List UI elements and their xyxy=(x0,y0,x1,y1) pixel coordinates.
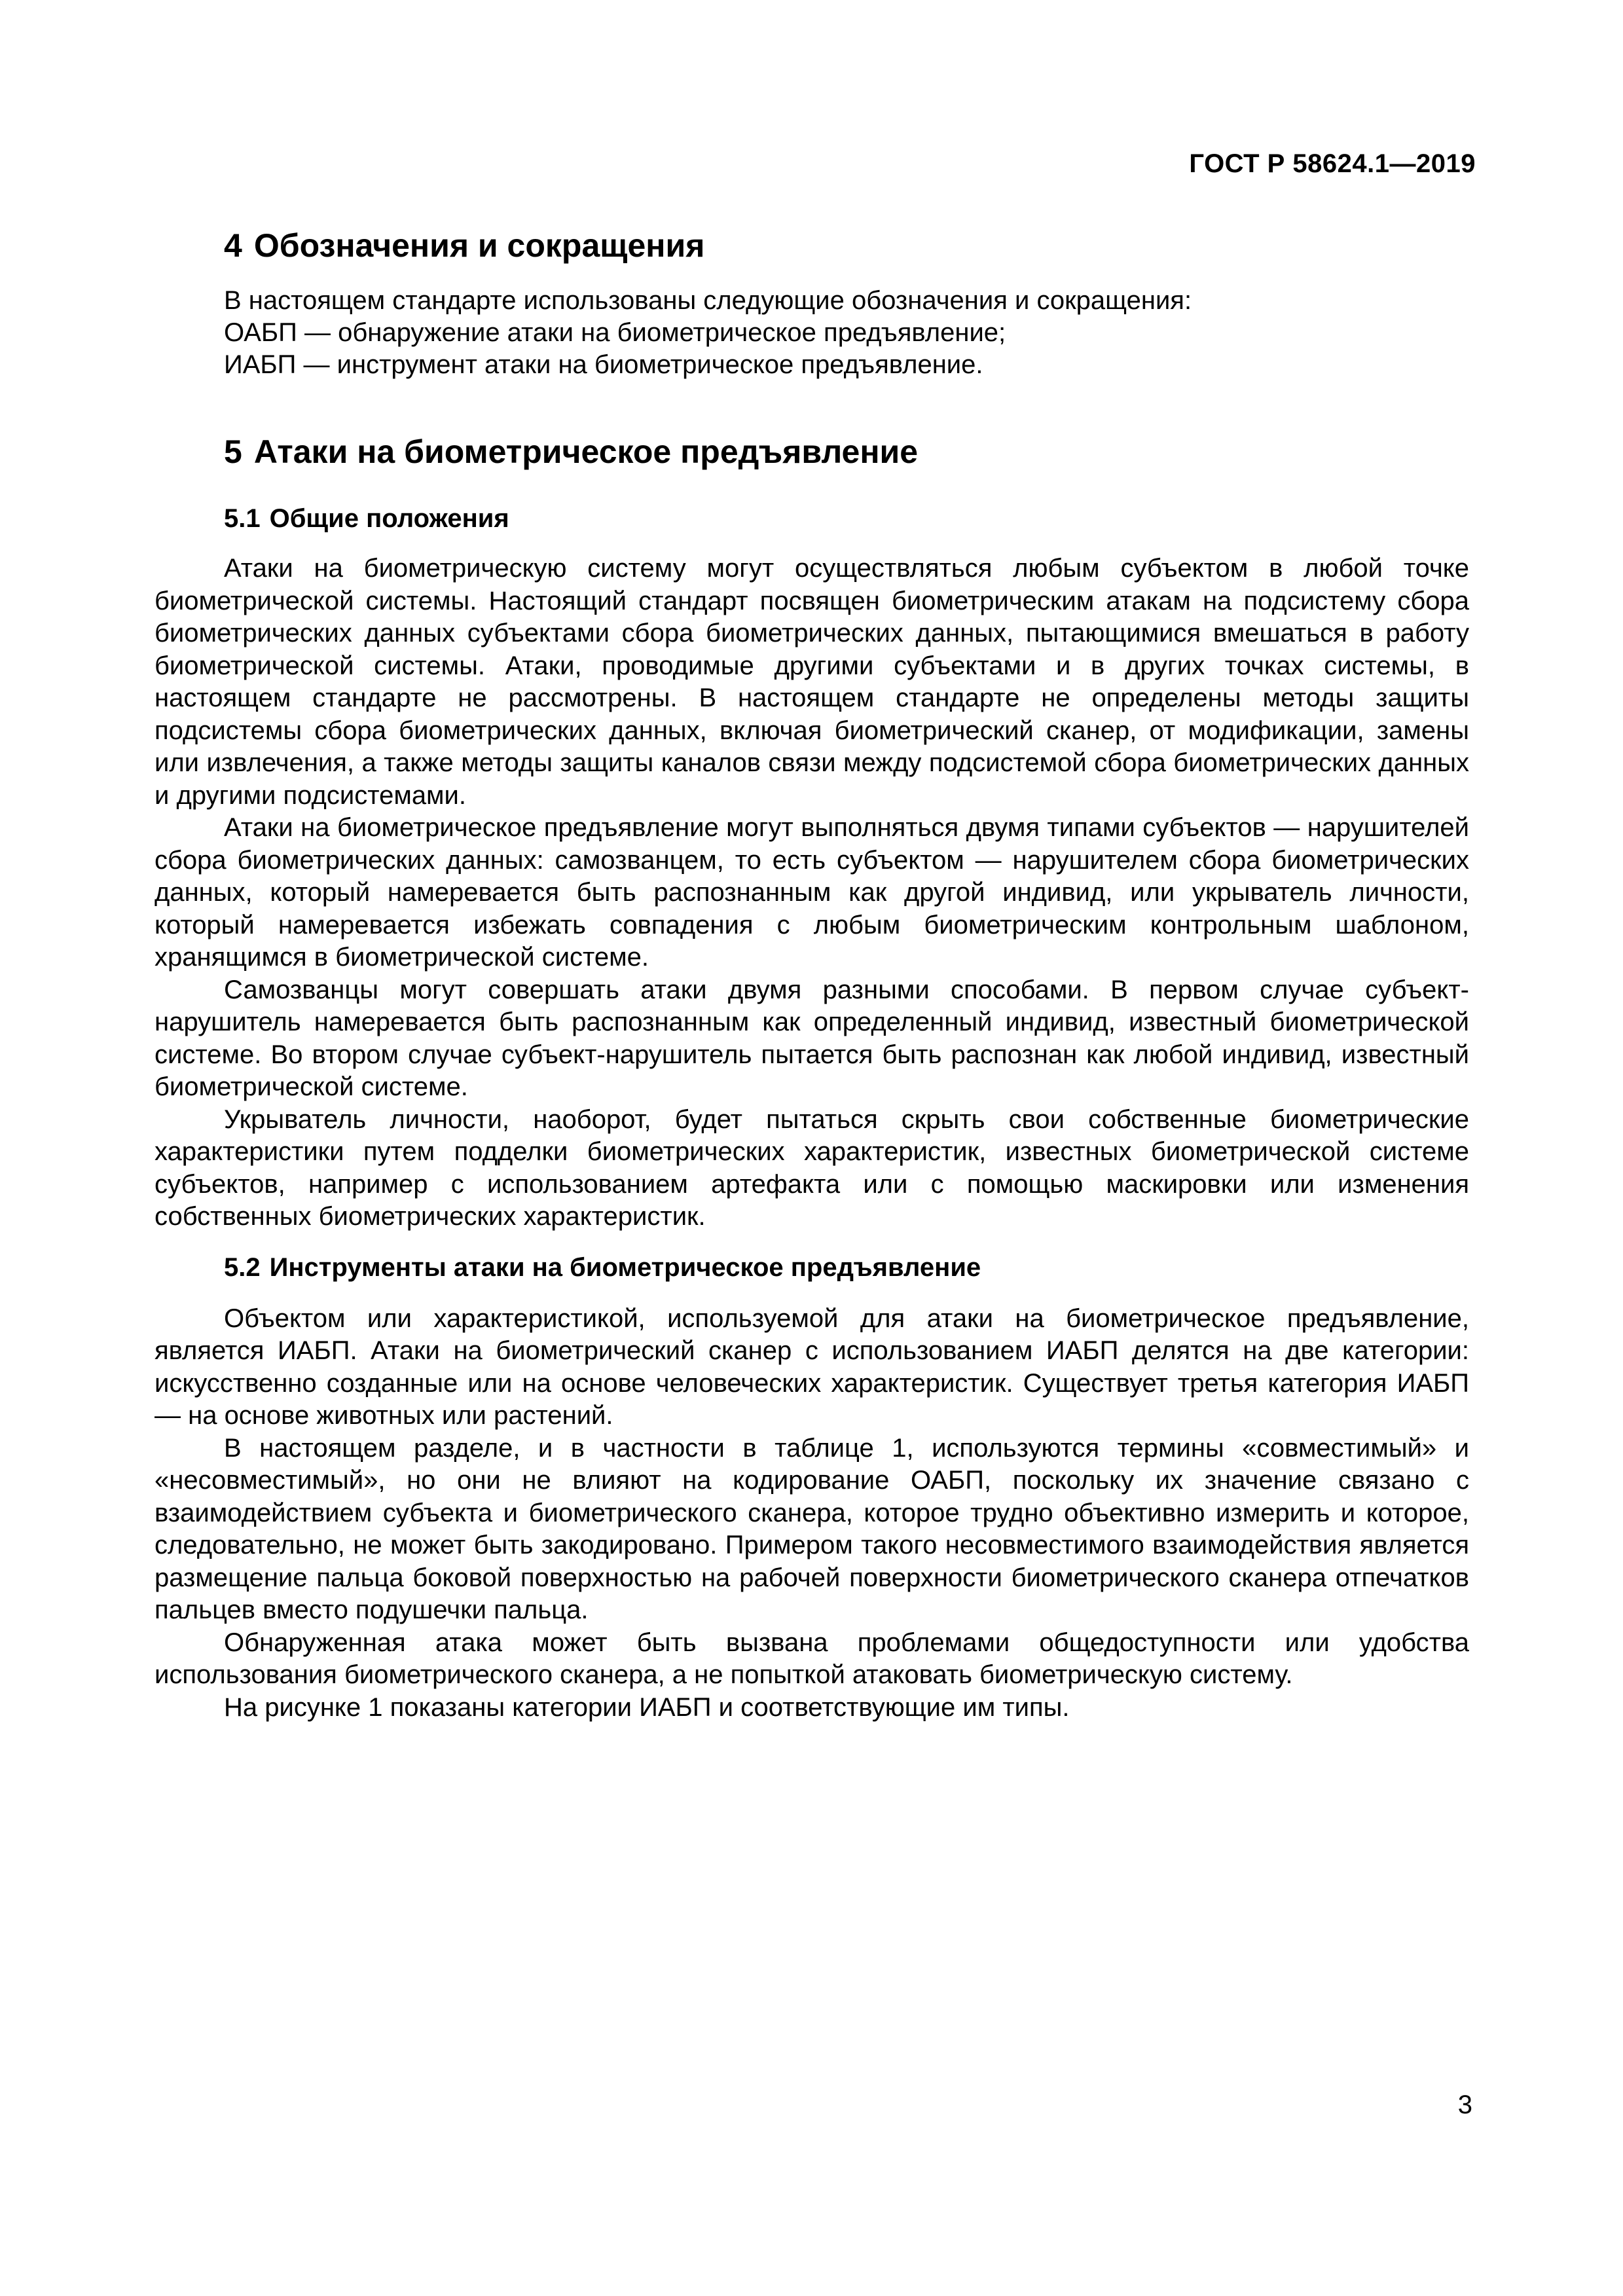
page-number: 3 xyxy=(1457,2090,1472,2119)
section-4-number: 4 xyxy=(224,227,242,264)
abbreviation-item: ОАБП — обнаружение атаки на биометрическое предъявление; xyxy=(224,318,1006,347)
paragraph: Обнаруженная атака может быть вызвана проблемами общедоступности или удобства использования биометрического сканера, а не попыткой атаковать биометрическую систему. xyxy=(155,1628,1469,1689)
section-4-body xyxy=(155,285,1469,381)
subsection-5-2-body xyxy=(155,1303,1469,1724)
subsection-5-1-body xyxy=(155,553,1469,1233)
section-4-intro: В настоящем стандарте использованы следующие обозначения и сокращения: xyxy=(224,286,1192,315)
paragraph: Объектом или характеристикой, используемой для атаки на биометрическое предъявление, является ИАБП. Атаки на биометрический сканер с использованием ИАБП делятся на две категории: искусственно созданные или на основе человеческих характеристик. Существует третья категория ИАБП — на основе животных или растений. xyxy=(155,1303,1469,1430)
section-5-title: Атаки на биометрическое предъявление xyxy=(253,433,919,470)
paragraph: Атаки на биометрическую систему могут осуществляться любым субъектом в любой точке биометрической системы. Настоящий стандарт посвящен биометрическим атакам на подсистему сбора биометрических данных субъектами сбора биометрических данных, пытающимися вмешаться в работу биометрической системы. Атаки, проводимые другими субъектами и в других точках системы, в настоящем стандарте не рассмотрены. В настоящем стандарте не определены методы защиты подсистемы сбора биометрических данных, включая биометрический сканер, от модификации, замены или извлечения, а также методы защиты каналов связи между подсистемой сбора биометрических данных и другими подсистемами. xyxy=(155,554,1469,810)
subsection-5-1-title: Общие положения xyxy=(269,504,509,533)
section-5-number: 5 xyxy=(224,433,242,470)
paragraph: В настоящем разделе, и в частности в таблице 1, используются термины «совместимый» и «несовместимый», но они не влияют на кодирование ОАБП, поскольку их значение связано с взаимодействием субъекта и биометрического сканера, которое трудно объективно измерить и которое, следовательно, не может быть закодировано. Примером такого несовместимого взаимодействия является размещение пальца боковой поверхностью на рабочей поверхности биометрического сканера отпечатков пальцев вместо подушечки пальца. xyxy=(155,1433,1469,1624)
subsection-5-2-title: Инструменты атаки на биометрическое предъявление xyxy=(269,1252,981,1282)
subsection-5-2-number: 5.2 xyxy=(224,1252,261,1282)
page-content xyxy=(155,196,1469,1724)
section-4-heading xyxy=(155,226,1469,265)
subsection-5-1-number: 5.1 xyxy=(224,504,261,533)
standard-code-header: ГОСТ Р 58624.1—2019 xyxy=(1189,149,1476,178)
abbreviation-item: ИАБП — инструмент атаки на биометрическое предъявление. xyxy=(224,350,983,379)
section-5-heading xyxy=(155,432,1469,471)
subsection-5-2-heading xyxy=(155,1252,1469,1283)
paragraph: Самозванцы могут совершать атаки двумя разными способами. В первом случае субъект-нарушитель намеревается быть распознанным как определенный индивид, известный биометрической системе. Во втором случае субъект-нарушитель пытается быть распознан как любой индивид, известный биометрической системе. xyxy=(155,975,1469,1101)
paragraph: На рисунке 1 показаны категории ИАБП и соответствующие им типы. xyxy=(224,1692,1070,1722)
subsection-5-1-heading xyxy=(155,503,1469,534)
paragraph: Укрыватель личности, наоборот, будет пытаться скрыть свои собственные биометрические характеристики путем подделки биометрических характеристик, известных биометрической системе субъектов, например с использованием артефакта или с помощью маскировки или изменения собственных биометрических характеристик. xyxy=(155,1104,1469,1231)
paragraph: Атаки на биометрическое предъявление могут выполняться двумя типами субъектов — нарушителей сбора биометрических данных: самозванцем, то есть субъектом — нарушителем сбора биометрических данных, который намеревается быть распознанным как другой индивид, или укрыватель личности, который намеревается избежать совпадения с любым биометрическим контрольным шаблоном, хранящимся в биометрической системе. xyxy=(155,813,1469,972)
section-4-title: Обозначения и сокращения xyxy=(253,227,705,264)
